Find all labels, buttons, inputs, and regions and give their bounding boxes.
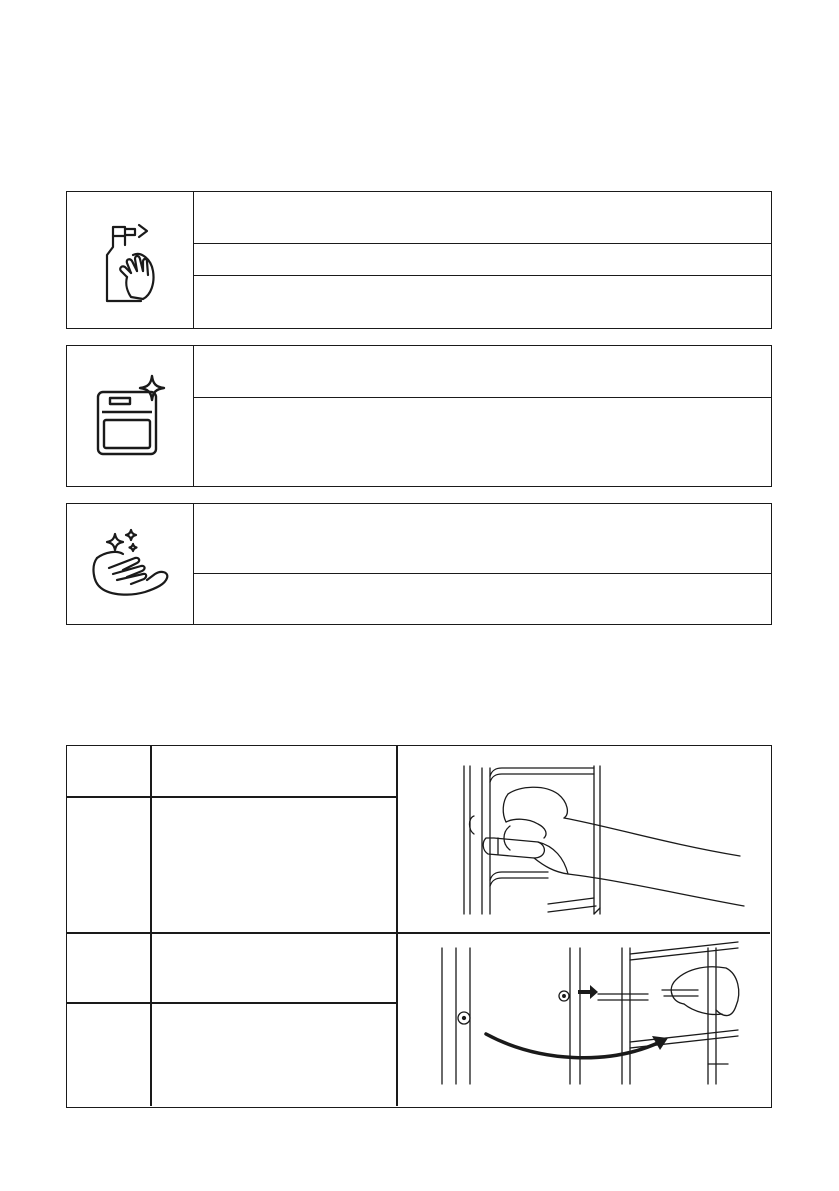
care-row	[194, 574, 771, 624]
illustration-cell	[398, 934, 770, 1106]
care-icon-cell	[67, 504, 194, 624]
care-rows	[194, 192, 771, 328]
oven-sparkle-icon	[92, 374, 168, 458]
care-rows	[194, 346, 771, 486]
step-description-cell	[151, 933, 396, 1002]
rotating-shelf-support-illustration	[398, 934, 770, 1106]
step-description-cell	[151, 1003, 396, 1106]
care-row	[194, 346, 771, 398]
care-table-oven-cleaning	[66, 345, 772, 487]
header-step-cell	[67, 746, 150, 796]
step-description-cell	[151, 797, 396, 932]
spray-bottle-cloth-icon	[95, 215, 165, 305]
header-description-cell	[151, 746, 396, 796]
hand-cloth-sparkle-icon	[87, 528, 173, 600]
push-arrow	[578, 985, 598, 999]
step-number-cell	[67, 1003, 150, 1106]
care-rows	[194, 504, 771, 624]
rotation-arrow	[486, 1034, 660, 1058]
illustration-cell	[398, 746, 770, 932]
care-icon-cell	[67, 346, 194, 486]
care-row	[194, 398, 771, 486]
care-row	[194, 192, 771, 244]
shelf-support-removal-table	[66, 745, 772, 1108]
care-row	[194, 244, 771, 276]
step-number-cell	[67, 933, 150, 1002]
care-row	[194, 276, 771, 328]
hand-pulling-shelf-support-illustration	[398, 746, 770, 932]
step-number-cell	[67, 797, 150, 932]
care-row	[194, 504, 771, 574]
care-table-cleaning-agents	[66, 191, 772, 329]
care-icon-cell	[67, 192, 194, 328]
care-table-wipe-surfaces	[66, 503, 772, 625]
